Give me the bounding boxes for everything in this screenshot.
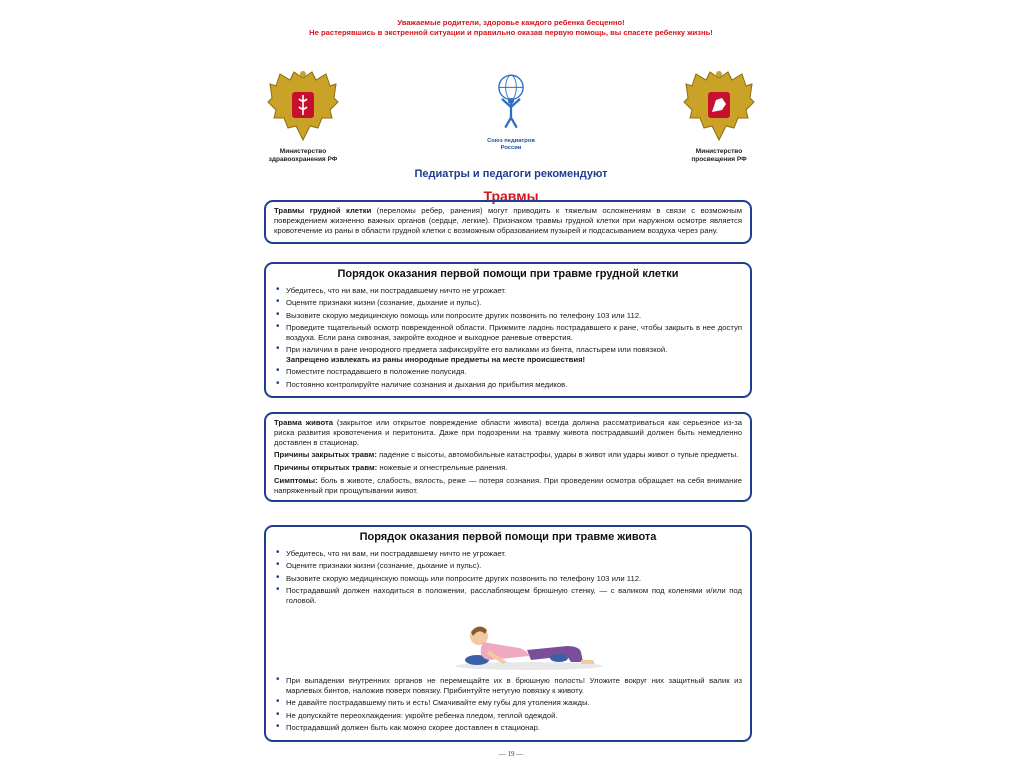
globe-figure-icon — [486, 68, 536, 134]
chest-first-aid-title: Порядок оказания первой помощи при травме грудной клетки — [337, 268, 679, 280]
open-injury-causes-text: ножевые и огнестрельные ранения. — [377, 463, 508, 473]
abdominal-injury-info-box — [264, 412, 752, 502]
double-eagle-coat-of-arms-icon — [682, 68, 756, 144]
symptoms-label: Симптомы: — [274, 475, 318, 485]
topic-title: Травмы — [483, 188, 539, 204]
intro-text — [258, 18, 764, 38]
abdominal-first-aid-title: Порядок оказания первой помощи при травме живота — [359, 531, 657, 543]
abdominal-first-aid-list — [274, 549, 742, 606]
list-item: • Убедитесь, что ни вам, ни пострадавшему ничто не угрожает. — [274, 549, 742, 559]
list-item: • Не давайте пострадавшему пить и есть! Смачивайте ему губы для утоления жажды. — [274, 698, 742, 708]
health-ministry-label: Министерство здравоохранения РФ — [268, 148, 338, 163]
abdominal-injury-text: (закрытое или открытое повреждение области живота) всегда должна рассматриваться как серьезное из-за риска развития кровотечения и перитонита. Даже при подозрении на травму живота пострадавший должен быть немедленно доставлен в стационар. — [274, 418, 742, 447]
abdominal-first-aid-list-continued — [274, 676, 742, 733]
abdominal-first-aid-box — [264, 525, 752, 742]
abdominal-injury-term: Травма живота — [274, 418, 334, 427]
recovery-position-illustration — [274, 608, 742, 672]
list-item: • Вызовите скорую медицинскую помощь или попросите других позвонить по телефону 103 или 112. — [274, 311, 742, 321]
list-item: • Оцените признаки жизни (сознание, дыхание и пульс). — [274, 561, 742, 571]
health-ministry-logo — [264, 68, 342, 163]
foreign-object-warning: Запрещено извлекать из раны инородные предметы на месте происшествия! — [286, 354, 586, 364]
page-number: — 19 — — [498, 750, 524, 758]
open-injury-causes-label: Причины открытых травм: — [274, 463, 378, 473]
closed-injury-causes-label: Причины закрытых травм: — [274, 450, 377, 460]
recommend-heading: Педиатры и педагоги рекомендуют — [414, 168, 608, 180]
list-item: • Постоянно контролируйте наличие сознания и дыхания до прибытия медиков. — [274, 380, 742, 390]
list-item — [274, 345, 742, 365]
child-lying-illustration-icon — [449, 608, 609, 672]
symptoms-text: боль в животе, слабость, вялость, реже — потеря сознания. При проведении осмотра обращает на себя внимание напряженный при прощупывании живот. — [274, 475, 742, 495]
list-item: • Поместите пострадавшего в положение полусидя. — [274, 367, 742, 377]
double-eagle-emblem-icon — [266, 68, 340, 144]
logos-row — [258, 38, 764, 163]
list-item: • Вызовите скорую медицинскую помощь или попросите других позвонить по телефону 103 или 112. — [274, 574, 742, 584]
chest-injury-intro-box — [264, 200, 752, 244]
pediatricians-union-label: Союз педиатров России — [487, 138, 535, 151]
symptoms — [274, 476, 742, 496]
chest-injury-text: (переломы ребер, ранения) могут приводить к тяжелым осложнениям в связи с возможным повреждением жизненно важных органов (сердце, легкие). Признаком травмы грудной клетки при наружном осмотре является кровотечение из раны в области грудной клетки с возможным образованием пузырей и подсасыванием воздуха через рану. — [274, 206, 742, 235]
closed-injury-causes-text: падение с высоты, автомобильные катастрофы, удары в живот или удары живот о тупые предметы. — [376, 450, 739, 460]
education-ministry-label: Министерство просвещения РФ — [691, 148, 747, 163]
open-injury-causes — [274, 463, 742, 473]
list-item: • Проведите тщательный осмотр поврежденной области. Прижмите ладонь пострадавшего к ране, чтобы закрыть в нее доступ воздуха. Если рана сквозная, закройте входное и выходное раневые отверстия. — [274, 323, 742, 343]
document-page — [258, 18, 764, 760]
chest-injury-paragraph — [274, 206, 742, 235]
closed-injury-causes — [274, 450, 742, 460]
chest-injury-term: Травмы грудной клетки — [274, 206, 372, 215]
list-item-text: При наличии в ране инородного предмета зафиксируйте его валиками из бинта, пластырем или повязкой. — [286, 345, 668, 355]
list-item: • При выпадении внутренних органов не перемещайте их в брюшную полость! Уложите вокруг них защитный валик из марлевых бинтов, наложив поверх повязку. Прибинтуйте нетугую повязку к животу. — [274, 676, 742, 696]
education-ministry-logo — [680, 68, 758, 163]
intro-line-2: Не растерявшись в экстренной ситуации и правильно оказав первую помощь, вы спасете ребенку жизнь! — [309, 28, 713, 37]
chest-first-aid-box — [264, 262, 752, 398]
list-item: • Убедитесь, что ни вам, ни пострадавшему ничто не угрожает. — [274, 286, 742, 296]
list-item: • Пострадавший должен находиться в положении, расслабляющем брюшную стенку, — с валиком под коленями и/или под головой. — [274, 586, 742, 606]
pediatricians-union-logo — [478, 68, 544, 151]
list-item: • Пострадавший должен быть как можно скорее доставлен в стационар. — [274, 723, 742, 733]
abdominal-injury-paragraph — [274, 418, 742, 447]
list-item: • Не допускайте переохлаждения: укройте ребенка пледом, теплой одеждой. — [274, 711, 742, 721]
list-item: • Оцените признаки жизни (сознание, дыхание и пульс). — [274, 298, 742, 308]
intro-line-1: Уважаемые родители, здоровье каждого ребенка бесценно! — [397, 18, 625, 27]
chest-first-aid-list — [274, 286, 742, 390]
